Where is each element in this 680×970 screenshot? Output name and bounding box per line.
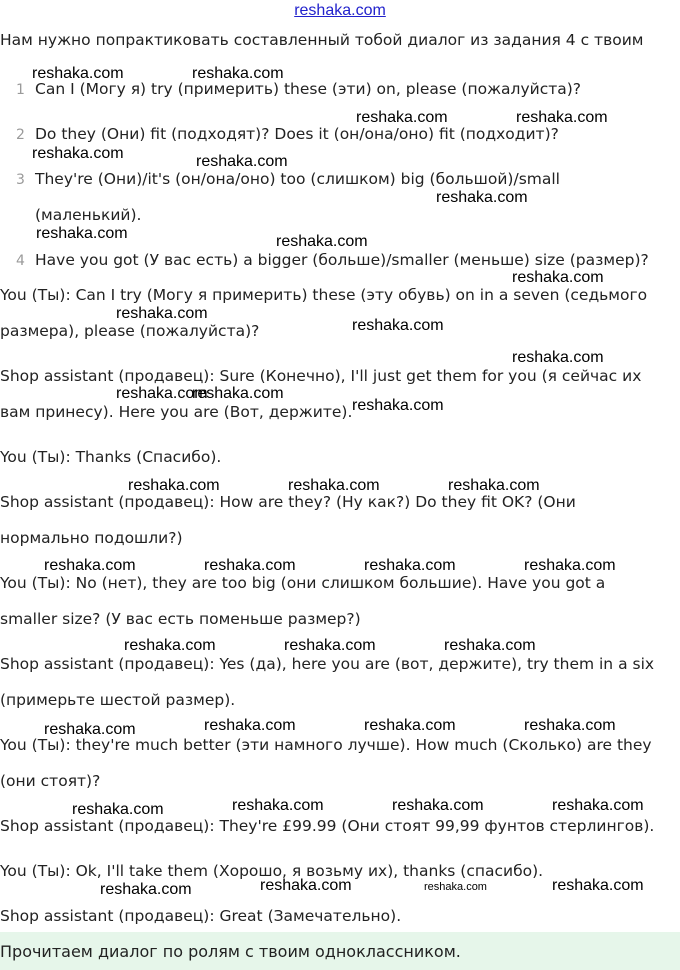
dialogue-line-16: Shop assistant (продавец): Great (Замечательно). — [0, 907, 402, 925]
dialogue-line-15: You (Ты): Ok, I'll take them (Хорошо, я возьму их), thanks (спасибо). — [0, 862, 544, 880]
watermark: reshaka.com — [288, 477, 380, 494]
watermark: reshaka.com — [352, 317, 444, 334]
phrase-number-4: 4 — [16, 253, 25, 269]
site-link[interactable]: reshaka.com — [294, 2, 386, 19]
watermark: reshaka.com — [392, 797, 484, 814]
watermark: reshaka.com — [352, 397, 444, 414]
phrase-number-1: 1 — [16, 82, 25, 98]
footer-task-text: Прочитаем диалог по ролям с твоим одноклассником. — [0, 942, 461, 961]
dialogue-line-5: You (Ты): Thanks (Спасибо). — [0, 448, 222, 466]
watermark: reshaka.com — [512, 349, 604, 366]
footer-task-box — [0, 932, 680, 970]
watermark: reshaka.com — [32, 65, 124, 82]
watermark: reshaka.com — [232, 797, 324, 814]
watermark: reshaka.com — [364, 717, 456, 734]
intro-text: Нам нужно попрактиковать составленный тобой диалог из задания 4 с твоим — [0, 31, 644, 49]
watermark: reshaka.com — [196, 153, 288, 170]
watermark: reshaka.com — [260, 877, 352, 894]
dialogue-line-9: smaller size? (У вас есть поменьше размер?) — [0, 610, 361, 628]
watermark: reshaka.com — [284, 637, 376, 654]
watermark: reshaka.com — [192, 385, 284, 402]
dialogue-line-4: вам принесу). Here you are (Вот, держите). — [0, 403, 353, 421]
watermark: reshaka.com — [192, 65, 284, 82]
phrase-4-line-1: Have you got (У вас есть) a bigger (больше)/smaller (меньше) size (размер)? — [35, 251, 649, 269]
dialogue-line-10: Shop assistant (продавец): Yes (да), here you are (вот, держите), try them in a six — [0, 655, 655, 673]
dialogue-line-3: Shop assistant (продавец): Sure (Конечно), I'll just get them for you (я сейчас их — [0, 367, 642, 385]
dialogue-line-6: Shop assistant (продавец): How are they? (Ну как?) Do they fit OK? (Они — [0, 493, 576, 511]
dialogue-line-13: (они стоят)? — [0, 772, 101, 790]
watermark: reshaka.com — [552, 877, 644, 894]
dialogue-line-14: Shop assistant (продавец): They're £99.99 (Они стоят 99,99 фунтов стерлингов). — [0, 817, 655, 835]
dialogue-line-1: You (Ты): Can I try (Могу я примерить) these (эту обувь) on in a seven (седьмого — [0, 286, 648, 304]
phrase-number-2: 2 — [16, 127, 25, 143]
watermark: reshaka.com — [524, 717, 616, 734]
watermark: reshaka.com — [364, 557, 456, 574]
watermark: reshaka.com — [512, 269, 604, 286]
dialogue-line-2: размера), please (пожалуйста)? — [0, 322, 260, 340]
watermark: reshaka.com — [124, 637, 216, 654]
dialogue-line-11: (примерьте шестой размер). — [0, 691, 236, 709]
watermark: reshaka.com — [424, 881, 487, 893]
watermark: reshaka.com — [448, 477, 540, 494]
watermark: reshaka.com — [204, 557, 296, 574]
dialogue-line-12: You (Ты): they're much better (эти намного лучше). How much (Сколько) are they — [0, 736, 652, 754]
phrase-3-line-2: (маленький). — [35, 206, 142, 224]
watermark: reshaka.com — [128, 477, 220, 494]
watermark: reshaka.com — [276, 233, 368, 250]
watermark: reshaka.com — [356, 109, 448, 126]
phrase-1-line-1: Can I (Могу я) try (примерить) these (эти) on, please (пожалуйста)? — [35, 80, 582, 98]
dialogue-line-8: You (Ты): No (нет), they are too big (они слишком большие). Have you got a — [0, 574, 606, 592]
watermark: reshaka.com — [72, 801, 164, 818]
watermark: reshaka.com — [444, 637, 536, 654]
phrase-3-line-1: They're (Они)/it's (он/она/оно) too (слишком) big (большой)/small — [35, 170, 560, 188]
watermark: reshaka.com — [44, 721, 136, 738]
watermark: reshaka.com — [552, 797, 644, 814]
phrase-2-line-1: Do they (Они) fit (подходят)? Does it (он/она/оно) fit (подходит)? — [35, 125, 559, 143]
watermark: reshaka.com — [116, 385, 208, 402]
dialogue-line-7: нормально подошли?) — [0, 529, 183, 547]
phrase-number-3: 3 — [16, 172, 25, 188]
watermark: reshaka.com — [116, 305, 208, 322]
watermark: reshaka.com — [44, 557, 136, 574]
watermark: reshaka.com — [516, 109, 608, 126]
watermark: reshaka.com — [436, 189, 528, 206]
watermark: reshaka.com — [100, 881, 192, 898]
watermark: reshaka.com — [204, 717, 296, 734]
watermark: reshaka.com — [36, 225, 128, 242]
watermark: reshaka.com — [524, 557, 616, 574]
watermark: reshaka.com — [32, 145, 124, 162]
